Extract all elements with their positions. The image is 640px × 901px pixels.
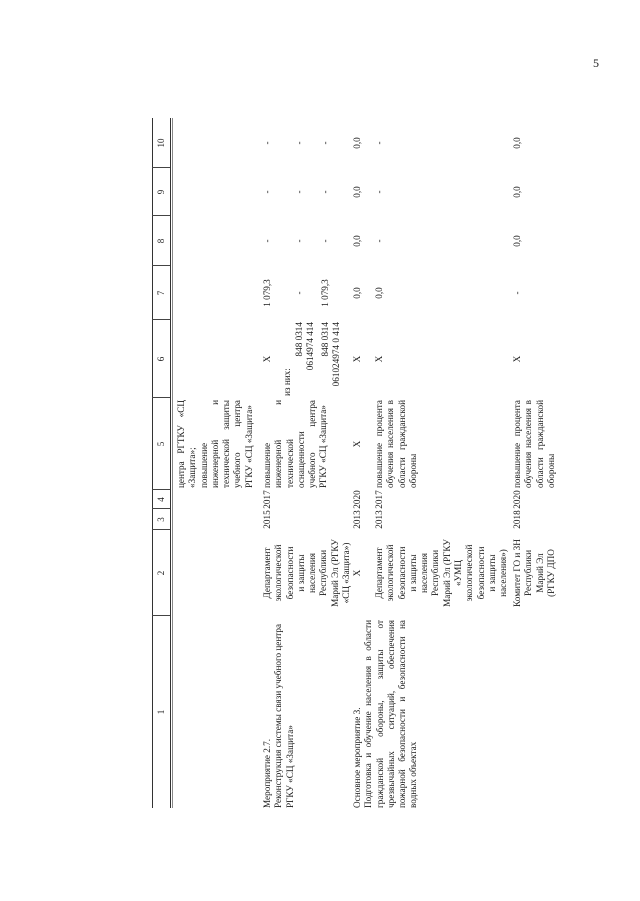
col-header-9: 9 bbox=[156, 189, 166, 195]
col-header-10: 10 bbox=[156, 138, 166, 148]
table-cell: повышение инженерной и технической оснащенности учебного центра РГКУ «СЦ «Защита» bbox=[262, 400, 329, 488]
table-cell: 2015 bbox=[262, 510, 272, 529]
table-cell: 0,0 bbox=[352, 235, 362, 247]
table-cell: из них: bbox=[282, 368, 292, 396]
table-cell: Основное мероприятие 3. Подготовка и обучение населения в области гражданской обороны, защиты от чрезвычайных ситуаций, обеспечения пожарной безопасности и безопасности на водных объектах bbox=[352, 620, 419, 808]
col-header-7: 7 bbox=[156, 290, 166, 296]
table-cell: 0,0 bbox=[352, 287, 362, 299]
table-cell: 2017 bbox=[374, 490, 384, 509]
table-cell: 0,0 bbox=[512, 235, 522, 247]
table-cell: 2018 bbox=[512, 510, 522, 529]
table-cell: 1 079,3 bbox=[262, 279, 272, 307]
table-cell: X bbox=[512, 355, 522, 363]
table-cell: 2013 bbox=[374, 510, 384, 529]
col-header-6: 6 bbox=[156, 356, 166, 362]
table-cell: Департамент экологической безопасности и защиты населения Республики Марий Эл (РГКУ «УМЦ экологической безопасности и защиты населения») bbox=[374, 539, 509, 607]
table-cell: повышение процента обучения населения в области гражданской обороны bbox=[512, 400, 556, 488]
table-cell: - bbox=[294, 190, 304, 194]
col-header-1: 1 bbox=[156, 709, 166, 715]
col-header-3: 3 bbox=[156, 517, 166, 522]
table-cell: - bbox=[320, 141, 330, 145]
table-cell: - bbox=[294, 291, 304, 295]
table-cell: - bbox=[374, 239, 384, 243]
table-cell: - bbox=[512, 291, 522, 295]
table-cell: 0,0 bbox=[374, 287, 384, 299]
table-cell: 848 0314 061024974 0 414 bbox=[320, 322, 342, 387]
table-cell: 2013 bbox=[352, 510, 362, 529]
col-header-5: 5 bbox=[156, 441, 166, 447]
header-bottom-rule bbox=[170, 118, 171, 808]
table-cell: - bbox=[262, 141, 272, 145]
table-cell: центра РГТКУ «СЦ «Защита»; повышение инженерной и технической защиты учебного центра РГКУ «СЦ «Защита» bbox=[176, 400, 254, 488]
table-cell: 0,0 bbox=[352, 137, 362, 149]
table-cell: - bbox=[374, 190, 384, 194]
table-cell: - bbox=[320, 239, 330, 243]
table-cell: X bbox=[352, 355, 362, 363]
table-cell: X bbox=[352, 440, 362, 448]
table-cell: - bbox=[320, 190, 330, 194]
header-double-rule bbox=[172, 118, 173, 808]
col-header-4: 4 bbox=[156, 497, 166, 502]
table-cell: 2017 bbox=[262, 490, 272, 509]
table-cell: X bbox=[374, 355, 384, 363]
table-cell: Департамент экологической безопасности и защиты населения Республики Марий Эл (РГКУ «СЦ «Защита») bbox=[262, 539, 352, 607]
col-header-8: 8 bbox=[156, 238, 166, 244]
table-cell: 1 079,3 bbox=[320, 279, 330, 307]
table-cell: повышение процента обучения населения в области гражданской обороны bbox=[374, 400, 418, 488]
table-cell: 2020 bbox=[512, 490, 522, 509]
table-cell: 2020 bbox=[352, 490, 362, 509]
table-cell: X bbox=[262, 355, 272, 363]
page-number: 5 bbox=[593, 56, 599, 70]
table-cell: - bbox=[294, 141, 304, 145]
table-cell: - bbox=[374, 141, 384, 145]
table-cell: 848 0314 0614974 414 bbox=[294, 322, 316, 371]
table-cell: X bbox=[352, 569, 362, 577]
table-cell: - bbox=[262, 190, 272, 194]
table-cell: - bbox=[262, 239, 272, 243]
table-cell: 0,0 bbox=[512, 137, 522, 149]
table-cell: 0,0 bbox=[352, 186, 362, 198]
table-cell: Комитет ГО и ЗН Республики Марий Эл (РГКУ ДПО bbox=[512, 539, 556, 607]
table-cell: Мероприятие 2.7. Реконструкция системы связи учебного центра РГКУ «СЦ «Защита» bbox=[262, 623, 295, 808]
col-header-2: 2 bbox=[156, 570, 166, 576]
table-cell: - bbox=[294, 239, 304, 243]
data-table bbox=[152, 118, 622, 808]
table-cell: 0,0 bbox=[512, 186, 522, 198]
